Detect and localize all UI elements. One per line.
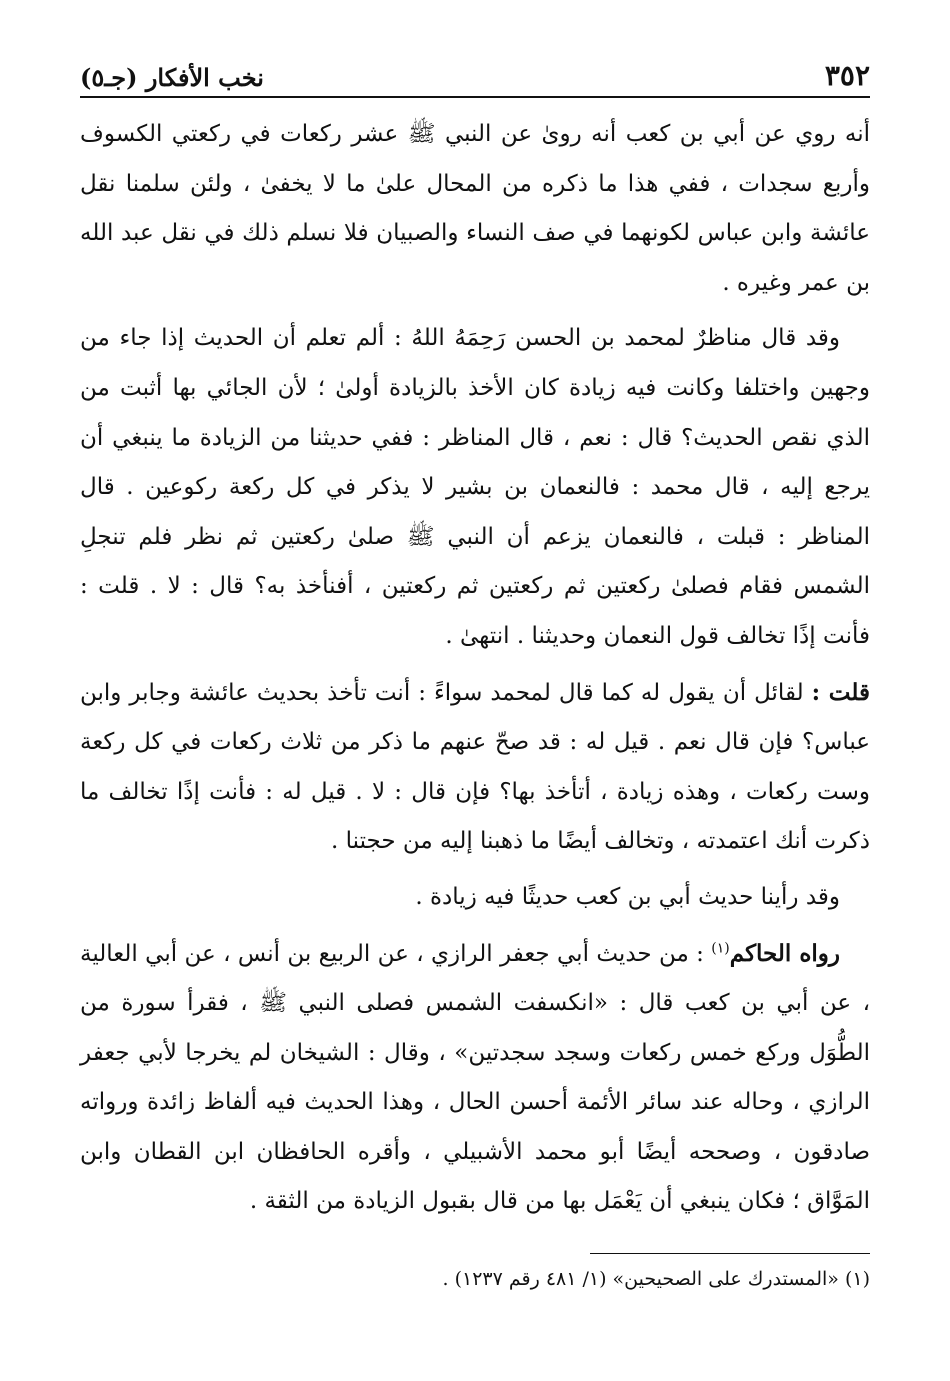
paragraph-2 <box>80 314 870 661</box>
paragraph-3-lead: قلت : <box>811 678 870 706</box>
running-title: نخب الأفكار (جـ٥) <box>80 63 264 92</box>
book-page <box>80 52 870 1296</box>
paragraph-4 <box>80 873 870 923</box>
paragraph-5-text: : من حديث أبي جعفر الرازي ، عن الربيع بن أنس ، عن أبي العالية ، عن أبي بن كعب قال : «انكسفت الشمس فصلى النبي ﷺ ، فقرأ سورة من الطُّوَل وركع خمس ركعات وسجد سجدتين» ، وقال : الشيخان لم يخرجا لأبي جعفر الرازي ، وحاله عند سائر الأئمة أحسن الحال ، وهذا الحديث فيه ألفاظ زائدة ورواته صادقون ، وصححه أيضًا أبو محمد الأشبيلي ، وأقره الحافظان ابن القطان وابن المَوَّاق ؛ فكان ينبغي أن يَعْمَل بها من قال بقبول الزيادة من الثقة . <box>80 940 870 1215</box>
page-header <box>80 52 870 98</box>
paragraph-1 <box>80 110 870 308</box>
footnote: (١) «المستدرك على الصحيحين» (١/ ٤٨١ رقم ١٢٣٧) . <box>442 1268 870 1291</box>
paragraph-5 <box>80 929 870 1228</box>
paragraph-3-text: لقائل أن يقول له كما قال لمحمد سواءً : أنت تأخذ بحديث عائشة وجابر وابن عباس؟ فإن قال نعم . قيل له : قد صحّ عنهم ما ذكر من ثلاث ركعات في كل ركعة وست ركعات ، وهذه زيادة ، أتأخذ بها؟ فإن قال : لا . قيل له : فأنت إذًا تخالف ما ذكرت أنك اعتمدته ، وتخالف أيضًا ما ذهبنا إليه من حجتنا . <box>80 679 870 855</box>
page-number: ٣٥٢ <box>824 59 870 92</box>
footnote-reference[interactable]: (١) <box>711 939 730 956</box>
footnote-divider <box>590 1253 870 1254</box>
paragraph-4-text: وقد رأينا حديث أبي بن كعب حديثًا فيه زيادة . <box>415 883 840 910</box>
main-text <box>80 110 870 1227</box>
paragraph-1-text: أنه روي عن أبي بن كعب أنه روىٰ عن النبي ﷺ عشر ركعات في ركعتي الكسوف وأربع سجدات ، ففي هذا ما ذكره من المحال علىٰ ما لا يخفىٰ ، ولئن سلمنا نقل عائشة وابن عباس لكونهما في صف النساء والصبيان فلا نسلم ذلك في نقل عبد الله بن عمر وغيره . <box>80 121 870 296</box>
paragraph-2-text: وقد قال مناظرٌ لمحمد بن الحسن رَحِمَهُ اللهُ : ألم تعلم أن الحديث إذا جاء من وجهين واختلفا وكانت فيه زيادة كان الأخذ بالزيادة أولىٰ ؛ لأن الجائي بها أثبت من الذي نقص الحديث؟ قال : نعم ، قال المناظر : ففي حديثنا من الزيادة ما ينبغي أن يرجع إليه ، قال محمد : فالنعمان بن بشير لا يذكر في كل ركعة ركوعين . قال المناظر : قبلت ، فالنعمان يزعم أن النبي ﷺ صلىٰ ركعتين ثم نظر فلم تنجلِ الشمس فقام فصلىٰ ركعتين ثم ركعتين ثم ركعتين ، أفنأخذ به؟ قال : لا . قلت : فأنت إذًا تخالف قول النعمان وحديثنا . انتهىٰ . <box>80 325 870 649</box>
paragraph-5-lead: رواه الحاكم <box>729 939 840 967</box>
paragraph-3 <box>80 668 870 867</box>
